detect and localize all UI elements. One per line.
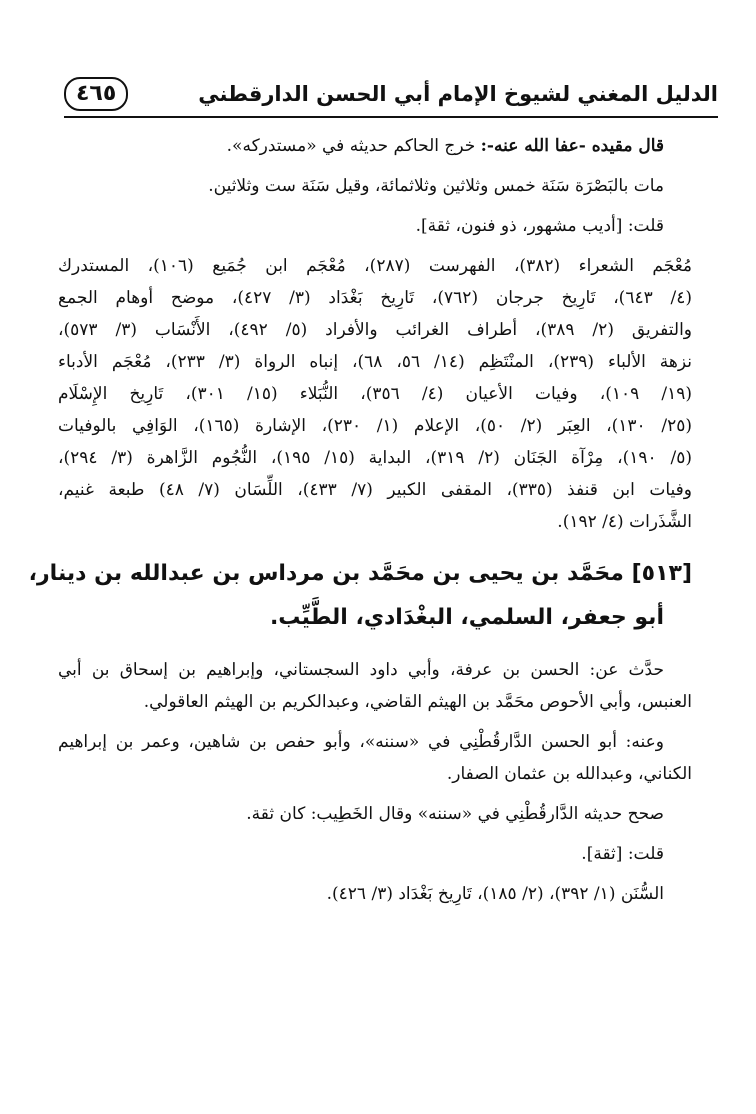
editor-note-text: خرج الحاكم حديثه في «مستدركه». xyxy=(226,136,476,156)
page-header xyxy=(64,72,718,118)
entry-heading-cont: أبو جعفر، السلمي، البغْدَادي، الطَّيِّب. xyxy=(269,605,664,630)
grading-note: صحح حديثه الدَّارقُطْنِي في «سننه» وقال الخَطِيب: كان ثقة. xyxy=(246,804,664,824)
sources-line: وفيات ابن قنفذ (٣٣٥)، المقفى الكبير (٧/ ٤٣٣)، اللِّسَان (٧/ ٤٨) طبعة غنيم، xyxy=(58,480,692,500)
students-line: وعنه: أبو الحسن الدَّارقُطْنِي في «سننه»، وأبو حفص بن شاهين، وعمر بن إبراهيم xyxy=(58,732,664,752)
sources-note: السُّنَن (١/ ٣٩٢)، (٢/ ١٨٥)، تَارِيخ بَغْدَاد (٣/ ٤٢٦). xyxy=(326,884,664,904)
teachers-line: العنبس، وأبي الأحوص محَمَّد بن الهيثم القاضي، وعبدالكريم بن الهيثم العاقولي. xyxy=(143,692,692,712)
page-number: ٤٦٥ xyxy=(64,77,128,111)
students-line: الكناني، وعبدالله بن عثمان الصفار. xyxy=(446,764,692,784)
sources-line: (٢٥/ ١٣٠)، العِبَر (٢/ ٥٠)، الإعلام (١/ ٢٣٠)، الإشارة (١٦٥)، الوَافِي بالوفيات xyxy=(58,416,692,436)
teachers-line: حدَّث عن: الحسن بن عرفة، وأبي داود السجستاني، وإبراهيم بن إسحاق بن أبي xyxy=(58,660,664,680)
sources-line: الشَّذَرات (٤/ ١٩٢). xyxy=(557,512,692,532)
editor-note xyxy=(58,130,692,162)
death-note: مات بالبَصْرَة سَنَة خمس وثلاثين وثلاثمائة، وقيل سَنَة ست وثلاثين. xyxy=(208,176,664,196)
running-title: الدليل المغني لشيوخ الإمام أبي الحسن الدارقطني xyxy=(198,82,718,106)
sources-list xyxy=(58,250,692,538)
sources-line: نزهة الألباء (٢٣٩)، المنْتَظِم (١٤/ ٥٦، ٦٨)، إنباه الرواة (٣/ ٢٣٣)، مُعْجَم الأدباء xyxy=(58,352,692,372)
sources-line: (٤/ ٦٤٣)، تَارِيخ جرجان (٧٦٢)، تَارِيخ بَغْدَاد (٣/ ٤٢٧)، موضح أوهام الجمع xyxy=(58,288,692,308)
sources-line: (١٩/ ١٠٩)، وفيات الأعيان (٤/ ٣٥٦)، النُّبَلاء (١٥/ ٣٠١)، تَارِيخ الإِسْلَام xyxy=(58,384,693,404)
entry-heading: [٥١٣] محَمَّد بن يحيى بن محَمَّد بن مرداس بن عبدالله بن دينار، xyxy=(28,561,692,586)
author-verdict: قلت: [أديب مشهور، ذو فنون، ثقة]. xyxy=(415,216,664,236)
editor-note-label: قال مقيده -عفا الله عنه-: xyxy=(480,136,664,156)
sources-line: والتفريق (٢/ ٣٨٩)، أطراف الغرائب والأفراد (٥/ ٤٩٢)، الأَنْسَاب (٣/ ٥٧٣)، xyxy=(58,320,692,340)
verdict-note: قلت: [ثقة]. xyxy=(581,844,664,864)
sources-line: مُعْجَم الشعراء (٣٨٢)، الفهرست (٢٨٧)، مُعْجَم ابن جُمَيع (١٠٦)، المستدرك xyxy=(58,256,692,276)
page-body xyxy=(28,130,693,910)
sources-line: (٥/ ١٩٠)، مِرْآة الجَنَان (٢/ ٣١٩)، البداية (١٥/ ١٩٥)، النُّجُوم الزَّاهرة (٣/ ٢٩٤)، xyxy=(58,448,692,468)
